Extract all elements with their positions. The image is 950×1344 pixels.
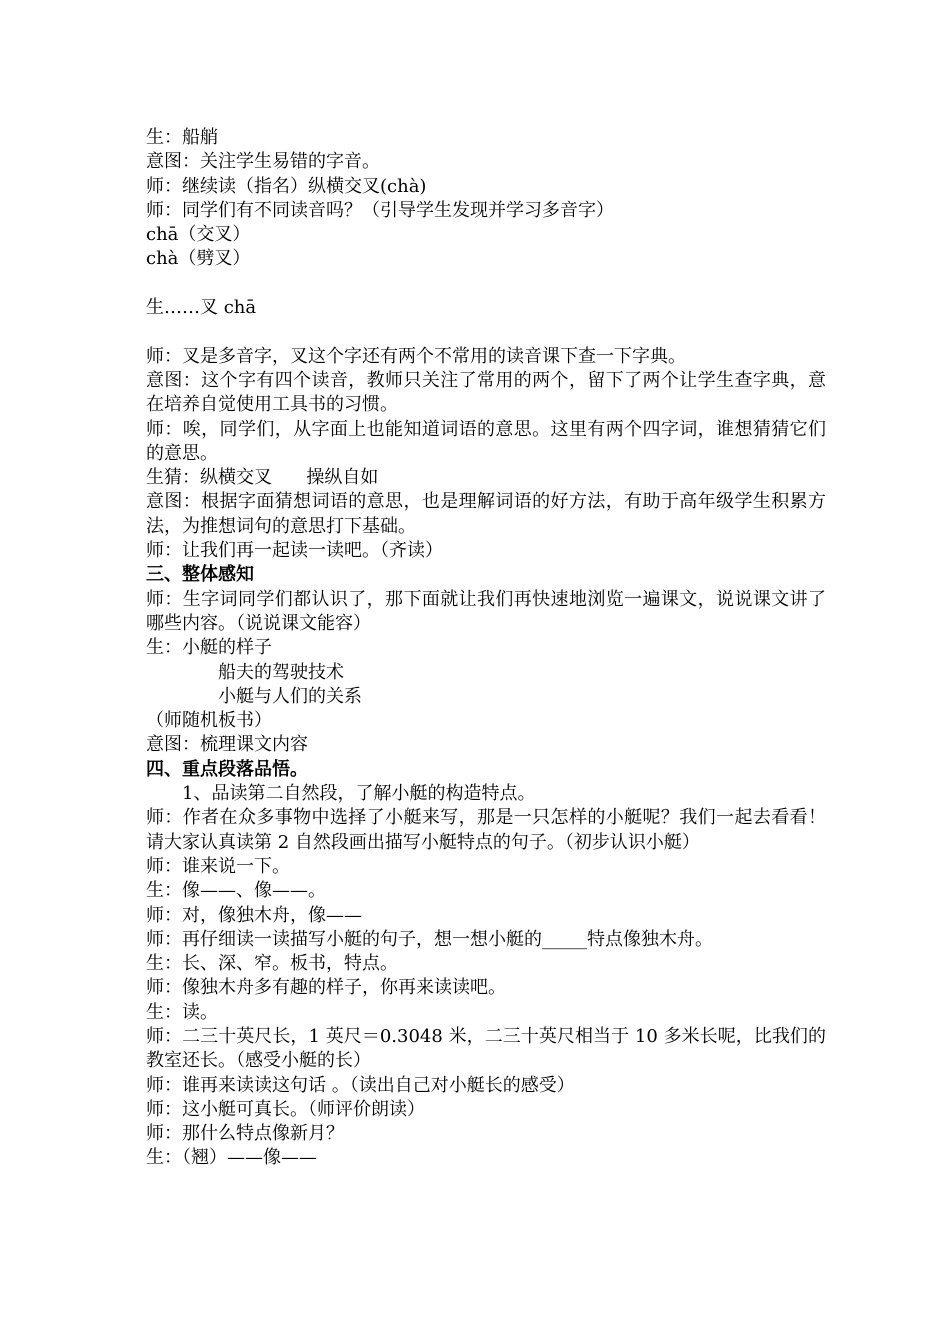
text-line: 师：对，像独木舟，像—— xyxy=(146,904,362,926)
text-line: 1、品读第二自然段，了解小艇的构造特点。 xyxy=(182,783,536,805)
text-line: 生：像——、像——。 xyxy=(146,880,326,902)
document-body xyxy=(146,126,826,1171)
text-line: 师：再仔细读一读描写小艇的句子，想一想小艇的_____特点像独木舟。 xyxy=(146,928,713,950)
text-paragraph: 师：作者在众多事物中选择了小艇来写，那是一只怎样的小艇呢？我们一起去看看！请大家认真读第 2 自然段画出描写小艇特点的句子。（初步认识小艇） xyxy=(146,807,826,853)
text-paragraph: 师：唉，同学们，从字面上也能知道词语的意思。这里有两个四字词，谁想猜猜它们的意思。 xyxy=(146,418,826,464)
text-line: 生：船艄 xyxy=(146,127,218,148)
text-line: 生猜：纵横交叉 操纵自如 xyxy=(146,467,379,489)
text-line: 师：继续读（指名）纵横交叉(chà) xyxy=(146,175,427,197)
text-paragraph: 师：二三十英尺长，1 英尺＝0.3048 米，二三十英尺相当于 10 多米长呢，比我们的教室还长。（感受小艇的长） xyxy=(146,1025,826,1072)
text-line: 船夫的驾驶技术 xyxy=(218,661,344,683)
text-line: 师：那什么特点像新月？ xyxy=(146,1123,344,1145)
blank-line xyxy=(146,272,826,296)
text-line: chà（劈叉） xyxy=(146,248,251,270)
text-paragraph: 意图：根据字面猜想词语的意思，也是理解词语的好方法，有助于高年级学生积累方法，为推想词句的意思打下基础。 xyxy=(146,491,826,537)
text-paragraph: 师：生字词同学们都认识了，那下面就让我们再快速地浏览一遍课文，说说课文讲了哪些内容。（说说课文能容） xyxy=(146,588,826,634)
text-line: （师随机板书） xyxy=(146,710,272,732)
text-line: chā（交叉） xyxy=(146,224,251,246)
text-line: 师：谁来说一下。 xyxy=(146,855,290,877)
text-line: 师：这小艇可真长。（师评价朗读） xyxy=(146,1098,425,1120)
text-line: 师：同学们有不同读音吗？（引导学生发现并学习多音字） xyxy=(146,199,614,221)
text-line: 意图：梳理课文内容 xyxy=(146,734,308,756)
section-heading: 四、重点段落品悟。 xyxy=(146,758,308,780)
text-line: 生：小艇的样子 xyxy=(146,637,272,659)
text-line: 师：谁再来读读这句话 。（读出自己对小艇长的感受） xyxy=(146,1074,575,1096)
text-line: 生……叉 chā xyxy=(146,297,257,319)
text-line: 师：让我们再一起读一读吧。（齐读） xyxy=(146,540,443,562)
blank-line xyxy=(146,320,826,344)
text-line: 生：读。 xyxy=(146,1001,218,1023)
text-line: 小艇与人们的关系 xyxy=(218,685,362,707)
text-line: 师：像独木舟多有趣的样子，你再来读读吧。 xyxy=(146,977,506,999)
section-heading: 三、整体感知 xyxy=(146,564,254,586)
text-line: 生：（翘）——像—— xyxy=(146,1147,317,1169)
text-line: 生：长、深、窄。板书，特点。 xyxy=(146,953,398,975)
text-line: 师：叉是多音字，叉这个字还有两个不常用的读音课下查一下字典。 xyxy=(146,345,686,367)
text-paragraph: 意图：这个字有四个读音，教师只关注了常用的两个，留下了两个让学生查字典，意在培养自觉使用工具书的习惯。 xyxy=(146,369,826,416)
text-line: 意图：关注学生易错的字音。 xyxy=(146,151,380,173)
